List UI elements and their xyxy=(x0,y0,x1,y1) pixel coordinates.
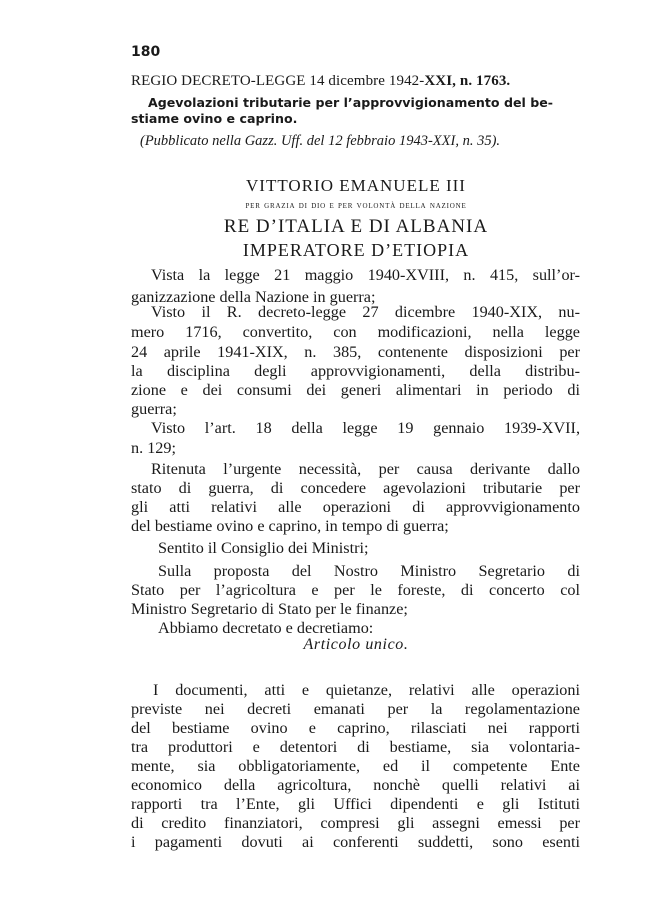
article-line xyxy=(0,833,653,855)
preamble-line-text: mero 1716, convertito, con modificazioni, nella legge xyxy=(131,323,580,341)
article-line-text: i pagamenti dovuti ai conferenti suddetti, sono esenti xyxy=(131,833,580,851)
decree-title-number: XXI, n. 1763. xyxy=(424,73,511,89)
decree-title-prefix: REGIO DECRETO-LEGGE 14 dicembre 1942- xyxy=(131,73,425,89)
preamble-line xyxy=(0,419,653,441)
page-number: 180 xyxy=(131,44,161,60)
preamble-line-text: del bestiame ovino e caprino, in tempo di guerra; xyxy=(131,517,449,535)
publication-note: (Pubblicato nella Gazz. Uff. del 12 febbraio 1943-XXI, n. 35). xyxy=(140,133,501,149)
preamble-line xyxy=(0,323,653,345)
preamble-line-text: Sulla proposta del Nostro Ministro Segretario di xyxy=(158,562,580,580)
article-line-text: mente, sia obbligatoriamente, ed il competente Ente xyxy=(131,757,580,775)
preamble-line xyxy=(0,303,653,325)
preamble-line-text: 24 aprile 1941-XIX, n. 385, contenente disposizioni per xyxy=(131,343,580,361)
preamble-line-text: Ritenuta l’urgente necessità, per causa derivante dallo xyxy=(151,460,580,478)
article-line-text: previste nei decreti emanati per la regolamentazione xyxy=(131,700,580,718)
article-line-text: di credito finanziatori, compresi gli assegni emessi per xyxy=(131,814,580,832)
article-line-text: rapporti tra l’Ente, gli Uffici dipendenti e gli Istituti xyxy=(131,795,580,813)
preamble-line-text: Visto l’art. 18 della legge 19 gennaio 1939-XVII, xyxy=(151,419,580,437)
preamble-line xyxy=(0,266,653,288)
preamble-line-text: la disciplina degli approvvigionamenti, della distribu- xyxy=(131,362,580,380)
article-line-text: I documenti, atti e quietanze, relativi alle operazioni xyxy=(153,681,580,699)
preamble-line-text: Vista la legge 21 maggio 1940-XVIII, n. 415, sull’or- xyxy=(151,266,580,284)
article-heading: Articolo unico. xyxy=(303,636,409,653)
preamble-line-text: zione e dei consumi dei generi alimentari in periodo di xyxy=(131,381,580,399)
decree-title xyxy=(131,73,581,90)
sovereign-title-king: RE D’ITALIA E DI ALBANIA xyxy=(223,216,489,237)
preamble-line-text: guerra; xyxy=(131,400,177,418)
decree-subject-line-1: Agevolazioni tributarie per l’approvvigionamento del be- xyxy=(148,95,553,110)
preamble-line xyxy=(0,439,653,461)
preamble-line-text: stato di guerra, di concedere agevolazioni tributarie per xyxy=(131,479,580,497)
preamble-line-text: Stato per l’agricoltura e per le foreste, di concerto col xyxy=(131,581,580,599)
preamble-line-text: ganizzazione della Nazione in guerra; xyxy=(131,288,376,306)
sovereign-title-emperor: IMPERATORE D’ETIOPIA xyxy=(242,240,470,260)
preamble-line xyxy=(0,517,653,539)
preamble-line-text: Ministro Segretario di Stato per le finanze; xyxy=(131,600,408,618)
sovereign-name: VITTORIO EMANUELE III xyxy=(246,176,466,195)
article-line-text: economico della agricoltura, nonchè quelli relativi ai xyxy=(131,776,580,794)
preamble-line-text: Abbiamo decretato e decretiamo: xyxy=(158,619,374,637)
article-line-text: del bestiame ovino e caprino, rilasciati nei rapporti xyxy=(131,719,580,737)
preamble-line-text: n. 129; xyxy=(131,439,176,457)
preamble-line-text: Sentito il Consiglio dei Ministri; xyxy=(158,539,369,557)
decree-subject-line-2: stiame ovino e caprino. xyxy=(131,111,298,126)
preamble-line-text: gli atti relativi alle operazioni di approvvigionamento xyxy=(131,498,580,516)
sovereign-grace-formula: per grazia di dio e per volontà della nazione xyxy=(245,200,467,211)
preamble-line-text: Visto il R. decreto-legge 27 dicembre 1940-XIX, nu- xyxy=(151,303,580,321)
preamble-line xyxy=(0,539,653,561)
article-line-text: tra produttori e detentori di bestiame, sia volontaria- xyxy=(131,738,580,756)
